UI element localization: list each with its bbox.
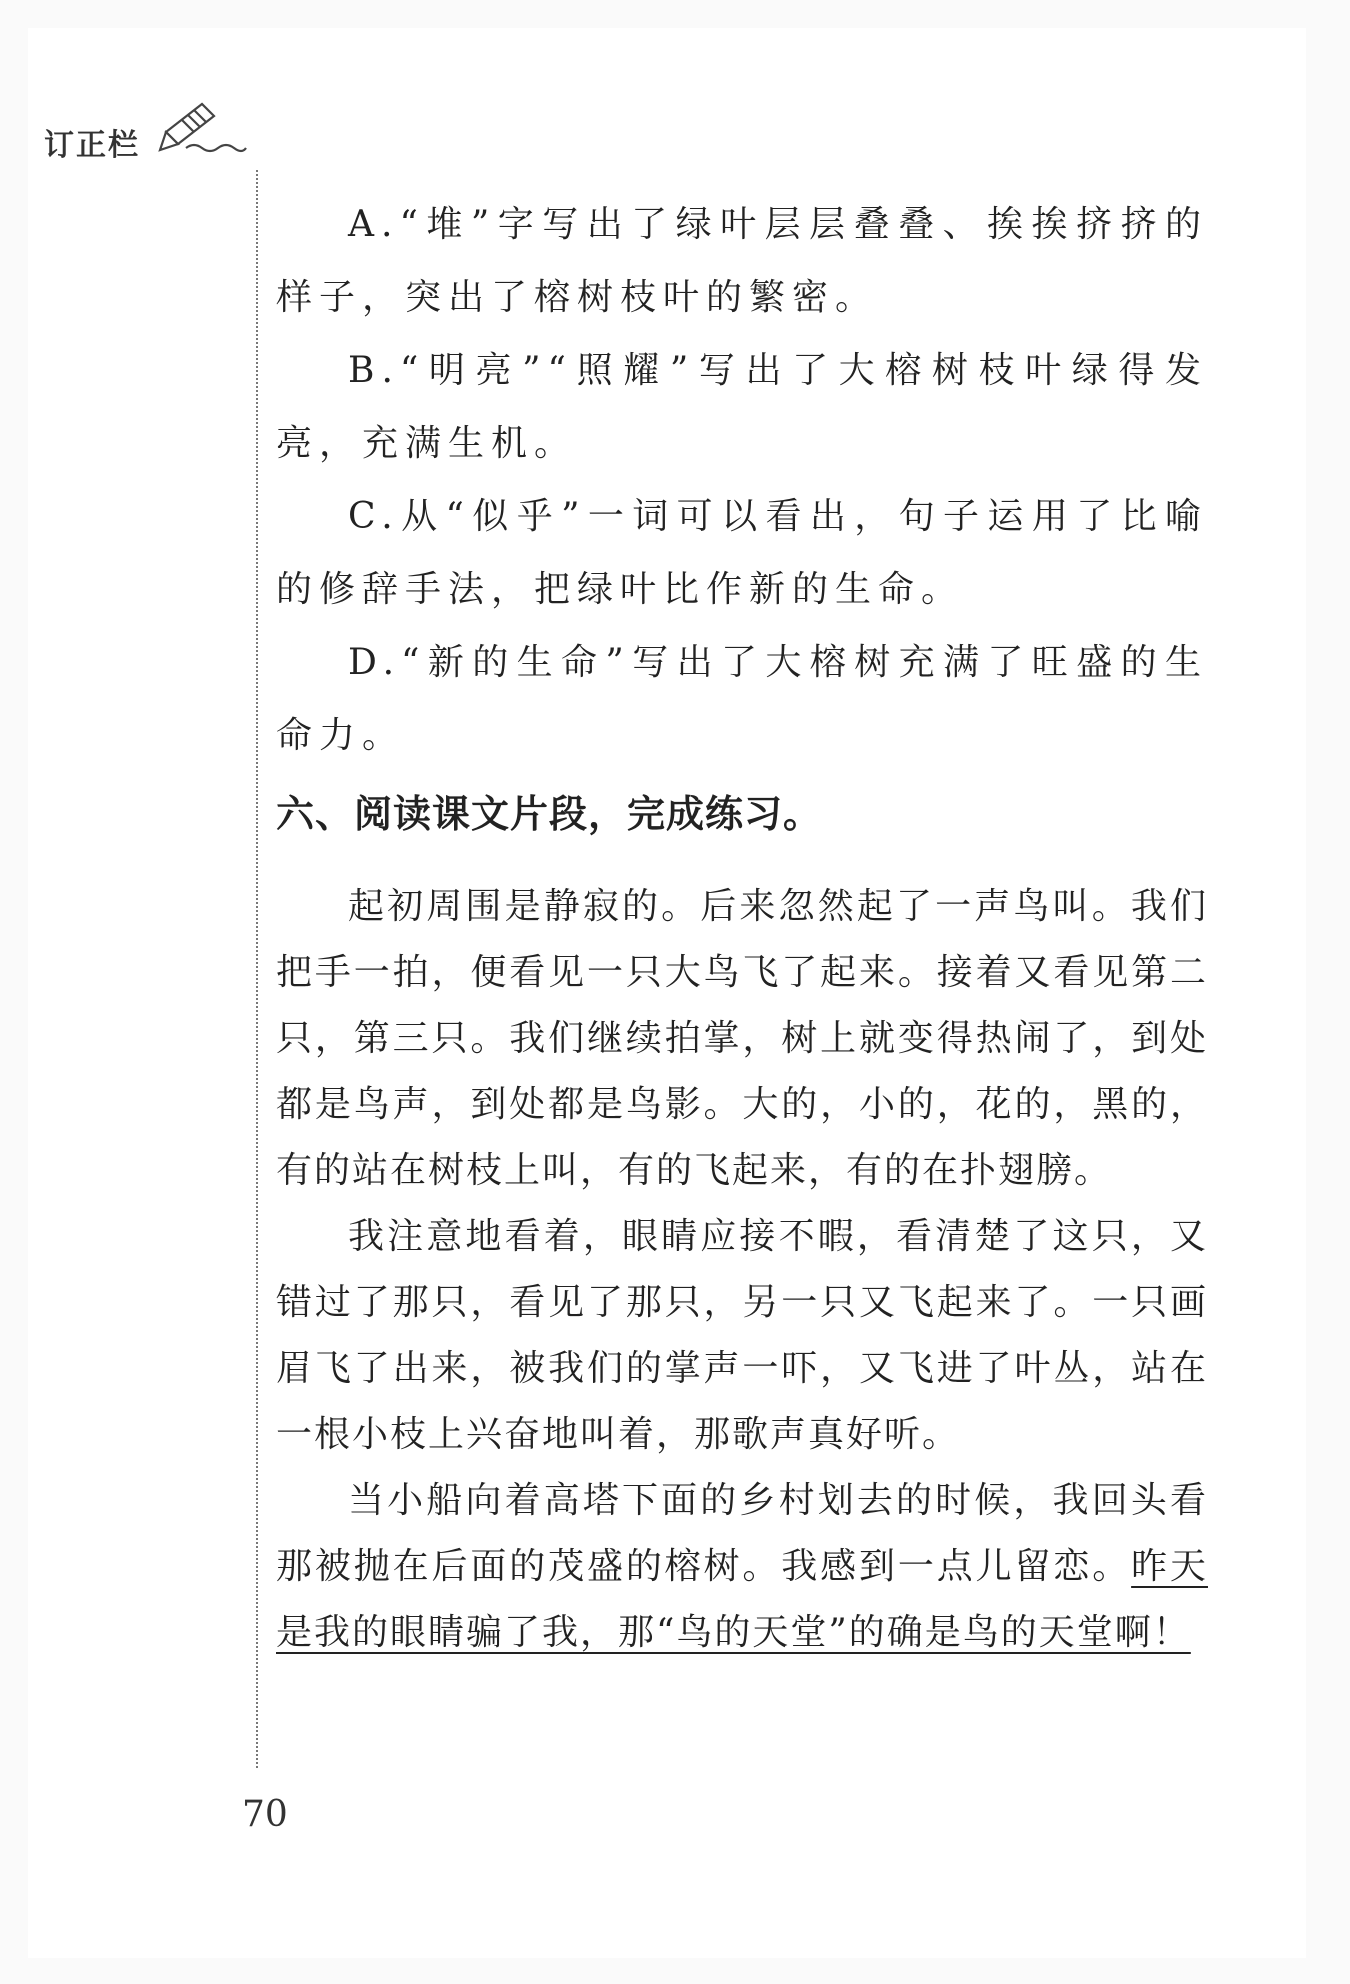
section-six-title: 六、阅读课文片段，完成练习。	[276, 792, 823, 836]
option-d	[276, 626, 1208, 772]
pencil-icon	[158, 98, 248, 158]
option-c	[276, 480, 1208, 626]
option-a-text: “堆”字写出了绿叶层层叠叠、挨挨挤挤的样子，突出了榕树枝叶的繁密。	[276, 204, 1208, 318]
option-d-letter: D.	[348, 642, 402, 683]
page-number: 70	[242, 1794, 288, 1835]
option-b-text: “明亮”“照耀”写出了大榕树枝叶绿得发亮，充满生机。	[276, 350, 1208, 464]
passage-paragraph-1: 起初周围是静寂的。后来忽然起了一声鸟叫。我们把手一拍，便看见一只大鸟飞了起来。接着又看见第二只，第三只。我们继续拍掌，树上就变得热闹了，到处都是鸟声，到处都是鸟影。大的，小的，花的，黑的，有的站在树枝上叫，有的飞起来，有的在扑翅膀。	[276, 886, 1208, 1191]
option-a-letter: A.	[348, 204, 400, 245]
passage-paragraph-3-plain: 当小船向着高塔下面的乡村划去的时候，我回头看那被抛在后面的茂盛的榕树。我感到一点儿留恋。	[276, 1480, 1208, 1587]
option-b	[276, 334, 1208, 480]
correction-column-label: 订正栏	[44, 128, 140, 163]
passage-paragraph-3	[276, 1468, 1208, 1666]
option-c-text: 从“似乎”一词可以看出，句子运用了比喻的修辞手法，把绿叶比作新的生命。	[276, 496, 1208, 610]
margin-dotted-rule	[256, 170, 258, 1768]
page-content	[276, 188, 1208, 1666]
underlined-sentence: 昨天是我的眼睛骗了我，那“鸟的天堂”的确是鸟的天堂啊！	[276, 1546, 1208, 1653]
option-b-letter: B.	[348, 350, 400, 391]
option-d-text: “新的生命”写出了大榕树充满了旺盛的生命力。	[276, 642, 1208, 756]
passage-paragraph-2: 我注意地看着，眼睛应接不暇，看清楚了这只，又错过了那只，看见了那只，另一只又飞起来了。一只画眉飞了出来，被我们的掌声一吓，又飞进了叶丛，站在一根小枝上兴奋地叫着，那歌声真好听。	[276, 1216, 1208, 1455]
option-a	[276, 188, 1208, 334]
option-c-letter: C.	[348, 496, 400, 537]
